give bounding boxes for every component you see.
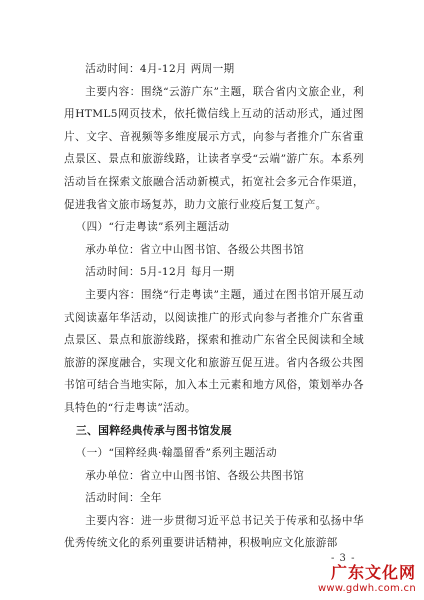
paragraph-main-content-1: 主要内容：围绕“云游广东”主题，联合省内文旅企业，利用HTML5网页技术，依托微信线上互动的活动形式，通过图片、文字、音视频等多维度展示方式，向参与者推介广东省重点景区、景点和旅游线路，让读者享受“云端”游广东。本系列活动旨在探索文旅融合活动新模式，拓宽社会多元合作渠道，促进我省文旅市场复苏，助力文旅行业疫后复工复产。 [64, 85, 364, 211]
paragraph-activity-time-3: 活动时间：全年 [85, 492, 162, 505]
section-heading-4: （四）“行走粤读”系列主题活动 [75, 221, 230, 234]
page-number: - 3 - [331, 553, 356, 564]
site-watermark [318, 564, 416, 594]
paragraph-main-content-3: 主要内容：进一步贯彻习近平总书记关于传承和弘扬中华优秀传统文化的系列重要讲话精神，积极响应文化旅游部 [64, 514, 364, 550]
watermark-site-name: 广东文化网 [330, 563, 416, 583]
paragraph-activity-time-1: 活动时间：4月-12月 两周一期 [85, 63, 235, 75]
watermark-site-url: www.gdwh.com.cn [317, 582, 416, 594]
paragraph-activity-time-2: 活动时间：5月-12月 每月一期 [85, 266, 235, 279]
paragraph-main-content-2: 主要内容：围绕“行走粤读”主题，通过在图书馆开展互动式阅读嘉年华活动，以阅读推广的形式向参与者推介广东省重点景区、景点和旅游线路，探索和推动广东省全民阅读和全域旅游的深度融合，实现文化和旅游互促互进。省内各级公共图书馆可结合当地实际，加入本土元素和地方风俗，策划举办各具特色的“行走粤读”活动。 [64, 288, 364, 414]
page-body [64, 58, 364, 555]
section-heading-3-1: （一）“国粹经典·翰墨留香”系列主题活动 [75, 447, 277, 460]
chapter-heading-3: 三、国粹经典传承与图书馆发展 [75, 423, 232, 437]
paragraph-organizer-3: 承办单位：省立中山图书馆、各级公共图书馆 [85, 469, 305, 482]
paragraph-organizer-2: 承办单位：省立中山图书馆、各级公共图书馆 [85, 243, 305, 256]
